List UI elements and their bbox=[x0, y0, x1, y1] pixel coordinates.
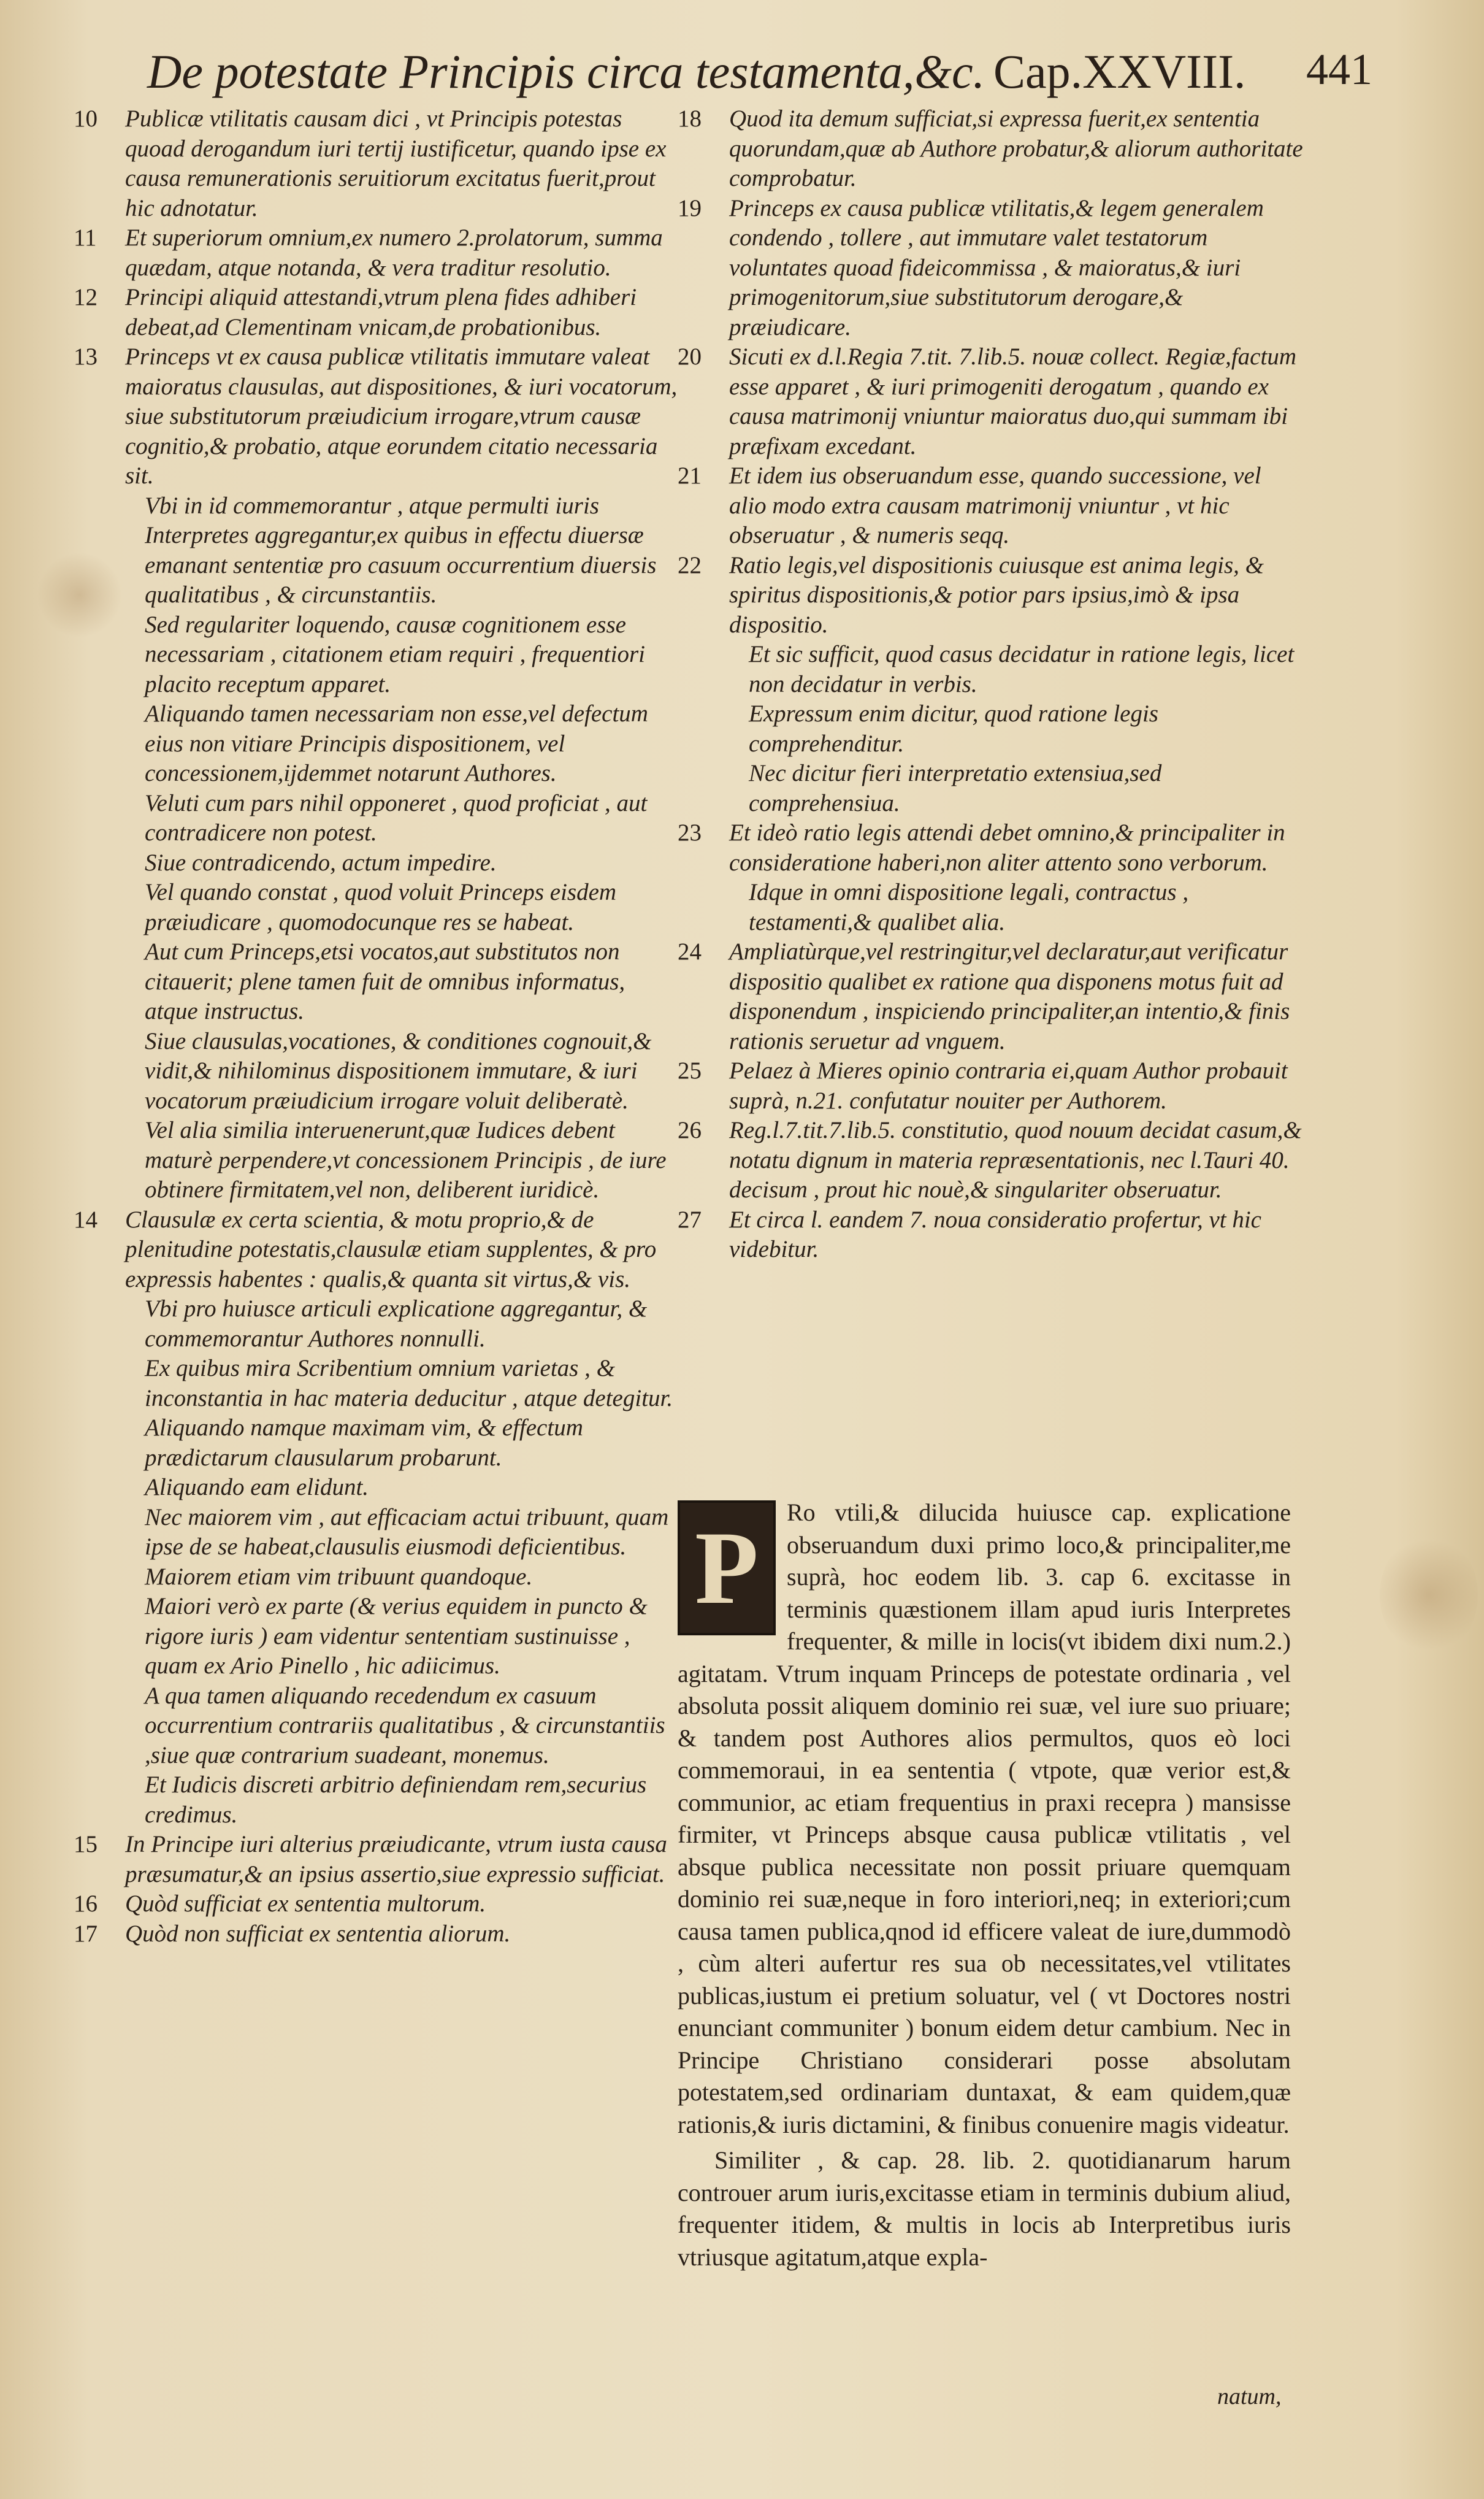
entry-text: Vel quando constat , quod voluit Princeps eisdem præiudicare , quomodocunque res se habeat. bbox=[145, 879, 617, 935]
summary-entry bbox=[74, 1592, 681, 1681]
summary-entry bbox=[74, 1889, 681, 1919]
summary-entry bbox=[74, 1919, 681, 1949]
entry-number: 15 bbox=[74, 1831, 98, 1857]
entry-text: Nec maiorem vim , aut efficaciam actui tribuunt, quam ipse de se habeat,clausulis eiusmodi deficientibus. bbox=[145, 1503, 669, 1560]
entry-number: 13 bbox=[74, 344, 98, 370]
running-header bbox=[147, 44, 1372, 112]
entry-text: Ratio legis,vel dispositionis cuiusque est anima legis, & spiritus dispositionis,& potior pars ipsius,imò & ipsa dispositio. bbox=[729, 551, 1264, 638]
entry-text: Idque in omni dispositione legali, contractus , testamenti,& qualibet alia. bbox=[749, 879, 1189, 935]
entry-text: Et ideò ratio legis attendi debet omnino,& principaliter in consideratione haberi,non aliter attento sono verborum. bbox=[729, 820, 1285, 876]
summary-entry bbox=[74, 1116, 681, 1205]
entry-text: Quòd non sufficiat ex sententia aliorum. bbox=[125, 1920, 511, 1947]
summary-entry bbox=[74, 789, 681, 848]
summary-entry bbox=[74, 610, 681, 700]
summary-entry bbox=[74, 937, 681, 1027]
summary-entry bbox=[678, 104, 1303, 194]
entry-text: Aliquando eam elidunt. bbox=[145, 1474, 369, 1500]
main-text bbox=[678, 1497, 1291, 2277]
entry-text: Et sic sufficit, quod casus decidatur in ratione legis, licet non decidatur in verbis. bbox=[749, 641, 1295, 697]
summary-entry bbox=[678, 461, 1303, 551]
summary-entry bbox=[678, 937, 1303, 1056]
summary-entry bbox=[74, 1681, 681, 1771]
entry-text: Et Iudicis discreti arbitrio definiendam rem,securius credimus. bbox=[145, 1772, 647, 1828]
summary-entry bbox=[74, 1503, 681, 1562]
entry-number: 26 bbox=[678, 1117, 702, 1143]
summary-entry bbox=[74, 283, 681, 342]
entry-number: 10 bbox=[74, 106, 98, 132]
summary-entry bbox=[74, 342, 681, 491]
entry-number: 21 bbox=[678, 463, 702, 489]
entry-text: Vbi pro huiusce articuli explicatione aggregantur, & commemorantur Authores nonnulli. bbox=[145, 1296, 648, 1352]
header-chapter: Cap.XXVIII. bbox=[993, 45, 1246, 98]
entry-text: Sed regulariter loquendo, causæ cognitionem esse necessariam , citationem etiam requiri , frequentiori placito receptum apparet. bbox=[145, 611, 645, 697]
entry-number: 11 bbox=[74, 225, 97, 251]
summary-entry bbox=[74, 1770, 681, 1830]
entry-text: Sicuti ex d.l.Regia 7.tit. 7.lib.5. nouæ collect. Regiæ,factum esse apparet , & iuri primogeniti derogatum , quando ex causa matrimonij vniuntur maioratus duo,qui summam ibi præfixam excedant. bbox=[729, 344, 1296, 459]
entry-number: 16 bbox=[74, 1891, 98, 1917]
summary-entry bbox=[74, 1830, 681, 1889]
summary-entry bbox=[678, 699, 1303, 759]
entry-text: Reg.l.7.tit.7.lib.5. constitutio, quod nouum decidat casum,& notatu dignum in materia repræsentationis, nec l.Tauri 40. decisum , prout hic nouè,& singulariter obseruatur. bbox=[729, 1117, 1302, 1203]
entry-number: 18 bbox=[678, 106, 702, 132]
entry-text: Et superiorum omnium,ex numero 2.prolatorum, summa quædam, atque notanda, & vera traditur resolutio. bbox=[125, 225, 663, 281]
entry-text: Siue contradicendo, actum impedire. bbox=[145, 849, 497, 876]
summary-entry bbox=[74, 878, 681, 937]
entry-text: Princeps ex causa publicæ vtilitatis,& legem generalem condendo , tollere , aut immutare valet testatorum voluntates quoad fideicommissa , & maioratus,& iuri primogenitorum,siue substitutorum derogare,& præiudicare. bbox=[729, 194, 1264, 340]
summary-entry bbox=[678, 551, 1303, 640]
summary-entry bbox=[74, 1354, 681, 1413]
entry-text: Vbi in id commemorantur , atque permulti iuris Interpretes aggregantur,ex quibus in effectu diuersæ emanant sententiæ pro casuum occurrentium diuersis qualitatibus , & circunstantiis. bbox=[145, 492, 657, 608]
entry-text: A qua tamen aliquando recedendum ex casuum occurrentium contrariis qualitatibus , & circunstantiis ,siue quæ contrarium suadeant, monemus. bbox=[145, 1682, 665, 1768]
entry-number: 12 bbox=[74, 284, 98, 310]
entry-number: 14 bbox=[74, 1206, 98, 1233]
entry-text: Aliquando namque maximam vim, & effectum prædictarum clausularum probarunt. bbox=[145, 1415, 583, 1471]
entry-text: Aliquando tamen necessariam non esse,vel defectum eius non vitiare Principis dispositionem, vel concessionem,ijdemmet notarunt Authores. bbox=[145, 701, 648, 786]
summary-entry bbox=[74, 1027, 681, 1116]
entry-text: Nec dicitur fieri interpretatio extensiua,sed comprehensiua. bbox=[749, 760, 1162, 816]
entry-text: Principi aliquid attestandi,vtrum plena fides adhiberi debeat,ad Clementinam vnicam,de probationibus. bbox=[125, 284, 637, 340]
entry-number: 22 bbox=[678, 551, 702, 578]
paragraph-2: Similiter , & cap. 28. lib. 2. quotidianarum harum controuer arum iuris,excitasse etiam in terminis dubium aliud, frequenter itidem, & multis in locis ab Interpretibus iuris vtriusque agitatum,atque expla- bbox=[678, 2146, 1291, 2271]
summary-entry bbox=[74, 1294, 681, 1354]
entry-text: Maiori verò ex parte (& verius equidem in puncto & rigore iuris ) eam videntur sententiam sustinuisse , quam ex Ario Pinello , hic adiicimus. bbox=[145, 1593, 648, 1679]
summary-entry bbox=[678, 878, 1303, 937]
entry-text: Et idem ius obseruandum esse, quando successione, vel alio modo extra causam matrimonij vniuntur , vt hic obseruatur , & numeris seqq. bbox=[729, 463, 1261, 548]
entry-text: In Principe iuri alterius præiudicante, vtrum iusta causa præsumatur,& an ipsius assertio,siue expressio sufficiat. bbox=[125, 1831, 667, 1887]
summary-entry bbox=[74, 848, 681, 878]
entry-text: Quod ita demum sufficiat,si expressa fuerit,ex sententia quorundam,quæ ab Authore probatur,& aliorum authoritate comprobatur. bbox=[729, 106, 1303, 191]
entry-number: 19 bbox=[678, 194, 702, 221]
summary-entry bbox=[74, 1562, 681, 1592]
summary-entry bbox=[74, 223, 681, 283]
summary-entry bbox=[678, 759, 1303, 818]
paragraph-1: Ro vtili,& dilucida huiusce cap. explicatione obseruandum duxi primo loco,& principaliter,me suprà, hoc eodem lib. 3. cap 6. excitasse in terminis quæstionem illam apud iuris Interpretes frequenter, & mille in locis(vt ibidem dixi num.2.) agitatam. Vtrum inquam Princeps de potestate ordinaria , vel absoluta possit aliquem dominio rei suæ, vel iure suo priuare; & tandem post Authores alios permultos, quos eò loci commemoraui, in ea sententia ( vtpote, quæ verior est,& communior, ac etiam frequentius in praxi recepra ) mansisse firmiter, vt Princeps absque causa publicæ vtilitatis , vel absque publica necessitate non possit priuare quemquam dominio rei suæ,neque in foro interiori,neq; in exteriori;cum causa tamen publica,qnod id efficere valeat de iure,dummodò , cùm alteri aufertur res sua ob necessitates,vel vtilitates publicas,iustum ei pretium soluatur, vel ( vt Doctores nostri enunciant communiter ) bonum eidem detur cambium. Nec in Principe Christiano considerari posse absolutam potestatem,sed ordinariam duntaxat, & eam quidem,quæ rationis,& iuris dictamini, & finibus conuenire magis videatur. bbox=[678, 1499, 1291, 2138]
summary-entry bbox=[74, 1205, 681, 1295]
entry-text: Publicæ vtilitatis causam dici , vt Principis potestas quoad derogandum iuri tertij iustificetur, quando ipse ex causa remunerationis seruitiorum excitatus fuerit,prout hic adnotatur. bbox=[125, 106, 667, 221]
right-column-summary bbox=[678, 104, 1303, 1265]
header-title: De potestate Principis circa testamenta,&c. bbox=[147, 45, 985, 98]
entry-text: Aut cum Princeps,etsi vocatos,aut substitutos non citauerit; plene tamen fuit de omnibus informatus, atque instructus. bbox=[145, 939, 625, 1024]
entry-text: Ex quibus mira Scribentium omnium varietas , & inconstantia in hac materia deducitur , atque detegitur. bbox=[145, 1355, 673, 1411]
entry-text: Pelaez à Mieres opinio contraria ei,quam Author probauit suprà, n.21. confutatur nouiter per Authorem. bbox=[729, 1058, 1288, 1114]
dropcap-initial: P bbox=[678, 1500, 776, 1635]
summary-entry bbox=[74, 1413, 681, 1473]
entry-text: Clausulæ ex certa scientia, & motu proprio,& de plenitudine potestatis,clausulæ etiam supplentes, & pro expressis habentes : qualis,& quanta sit virtus,& vis. bbox=[125, 1206, 657, 1292]
entry-number: 20 bbox=[678, 344, 702, 370]
entry-text: Ampliatùrque,vel restringitur,vel declaratur,aut verificatur dispositio qualibet ex ratione qua disponens motus fuit ad disponendum , inspiciendo principaliter,an intentio,& finis rationis seruetur ad vnguem. bbox=[729, 939, 1290, 1054]
entry-number: 23 bbox=[678, 820, 702, 846]
summary-entry bbox=[678, 342, 1303, 461]
summary-entry bbox=[74, 104, 681, 223]
foxing-stain bbox=[1380, 1534, 1478, 1656]
entry-number: 25 bbox=[678, 1058, 702, 1084]
summary-entry bbox=[678, 640, 1303, 699]
entry-text: Maiorem etiam vim tribuunt quandoque. bbox=[145, 1563, 533, 1590]
entry-text: Expressum enim dicitur, quod ratione legis comprehenditur. bbox=[749, 701, 1158, 757]
summary-entry bbox=[678, 194, 1303, 343]
entry-text: Et circa l. eandem 7. noua consideratio profertur, vt hic videbitur. bbox=[729, 1206, 1261, 1262]
summary-entry bbox=[678, 1205, 1303, 1265]
summary-entry bbox=[74, 1473, 681, 1503]
left-column-summary bbox=[74, 104, 681, 1949]
summary-entry bbox=[678, 1116, 1303, 1205]
entry-text: Quòd sufficiat ex sententia multorum. bbox=[125, 1891, 486, 1917]
entry-number: 27 bbox=[678, 1206, 702, 1233]
entry-text: Veluti cum pars nihil opponeret , quod proficiat , aut contradicere non potest. bbox=[145, 789, 648, 846]
summary-entry bbox=[74, 491, 681, 610]
summary-entry bbox=[678, 818, 1303, 878]
entry-number: 24 bbox=[678, 939, 702, 965]
entry-number: 17 bbox=[74, 1920, 98, 1947]
entry-text: Princeps vt ex causa publicæ vtilitatis immutare valeat maioratus clausulas, aut dispositiones, & iuri vocatorum, siue substitutorum præiudicium irrogare,vtrum causæ cognitio,& probatio, atque eorundem citatio necessaria sit. bbox=[125, 344, 678, 489]
summary-entry bbox=[74, 699, 681, 789]
summary-entry bbox=[678, 1056, 1303, 1116]
entry-text: Vel alia similia interuenerunt,quæ Iudices debent maturè perpendere,vt concessionem Principis , de iure obtinere firmitatem,vel non, deliberent iuridicè. bbox=[145, 1117, 667, 1203]
page-number: 441 bbox=[1306, 45, 1372, 94]
catchword: natum, bbox=[1217, 2384, 1282, 2409]
entry-text: Siue clausulas,vocationes, & conditiones cognouit,& vidit,& nihilominus dispositionem immutare, & iuri vocatorum præiudicium irrogare voluit deliberatè. bbox=[145, 1027, 652, 1114]
